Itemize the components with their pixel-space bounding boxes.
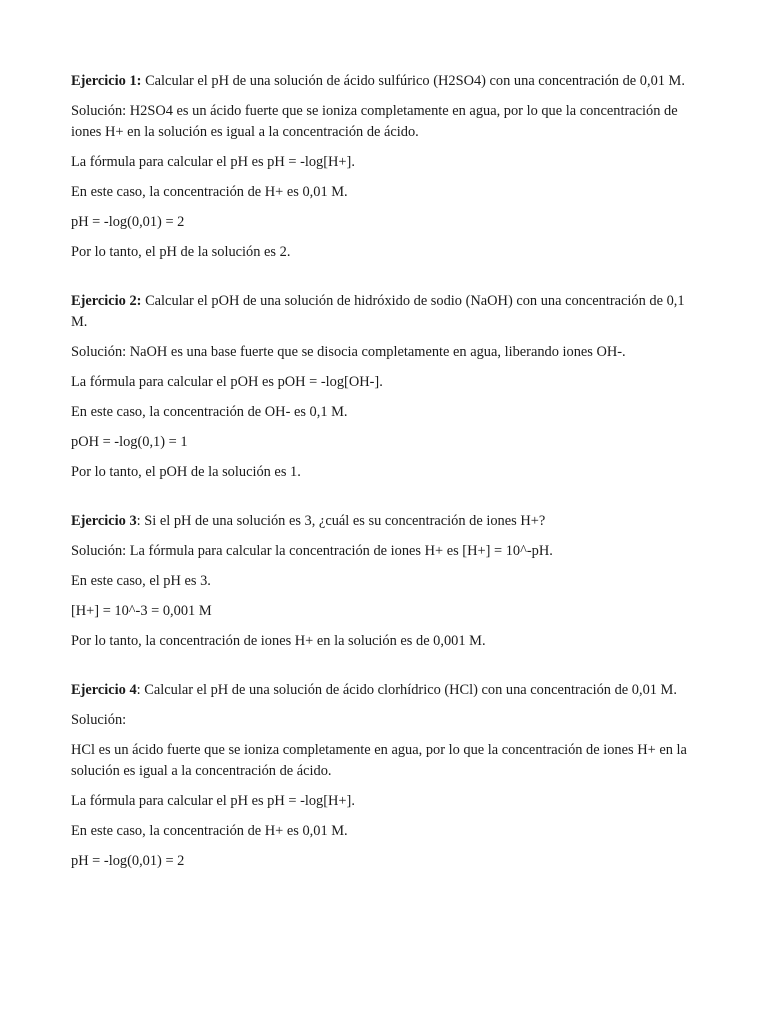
conclusion-line: Por lo tanto, el pH de la solución es 2. bbox=[71, 244, 291, 260]
calculation-line: pOH = -log(0,1) = 1 bbox=[71, 434, 188, 450]
conclusion-line: Por lo tanto, la concentración de iones H+ en la solución es de 0,001 M. bbox=[71, 633, 486, 649]
calculation-line: pH = -log(0,01) = 2 bbox=[71, 853, 185, 869]
exercise-statement bbox=[71, 511, 697, 532]
calculation-line: pH = -log(0,01) = 2 bbox=[71, 214, 185, 230]
document-page bbox=[71, 71, 697, 900]
exercise-title: Ejercicio 2: bbox=[71, 293, 142, 309]
formula-line: La fórmula para calcular el pH es pH = -log[H+]. bbox=[71, 154, 355, 170]
solution-line: Solución: La fórmula para calcular la concentración de iones H+ es [H+] = 10^-pH. bbox=[71, 543, 553, 559]
solution-line: HCl es un ácido fuerte que se ioniza completamente en agua, por lo que la concentración de iones H+ en la solución es igual a la concentración de ácido. bbox=[71, 742, 687, 779]
conclusion-line: Por lo tanto, el pOH de la solución es 1. bbox=[71, 464, 301, 480]
case-line: En este caso, la concentración de OH- es 0,1 M. bbox=[71, 404, 348, 420]
solution-heading: Solución: bbox=[71, 712, 127, 728]
exercise-title: Ejercicio 4 bbox=[71, 682, 137, 698]
exercise-statement bbox=[71, 680, 697, 701]
solution-line: Solución: H2SO4 es un ácido fuerte que se ioniza completamente en agua, por lo que la concentración de iones H+ en la solución es igual a la concentración de ácido. bbox=[71, 103, 678, 140]
solution-line: Solución: NaOH es una base fuerte que se disocia completamente en agua, liberando iones OH-. bbox=[71, 344, 626, 360]
exercise-statement bbox=[71, 291, 697, 333]
exercise-3 bbox=[71, 511, 697, 652]
case-line: En este caso, la concentración de H+ es 0,01 M. bbox=[71, 184, 348, 200]
exercise-statement-text: Calcular el pOH de una solución de hidróxido de sodio (NaOH) con una concentración de 0,1 M. bbox=[71, 293, 685, 330]
calculation-line: [H+] = 10^-3 = 0,001 M bbox=[71, 603, 212, 619]
case-line: En este caso, el pH es 3. bbox=[71, 573, 211, 589]
exercise-title: Ejercicio 3 bbox=[71, 513, 137, 529]
exercise-statement-text: : Calcular el pH de una solución de ácido clorhídrico (HCl) con una concentración de 0,01 M. bbox=[136, 682, 677, 698]
formula-line: La fórmula para calcular el pH es pH = -log[H+]. bbox=[71, 793, 355, 809]
exercise-1 bbox=[71, 71, 697, 263]
exercise-statement bbox=[71, 71, 697, 92]
exercise-title: Ejercicio 1: bbox=[71, 73, 142, 89]
case-line: En este caso, la concentración de H+ es 0,01 M. bbox=[71, 823, 348, 839]
exercise-statement-text: Calcular el pH de una solución de ácido sulfúrico (H2SO4) con una concentración de 0,01 M. bbox=[141, 73, 685, 89]
formula-line: La fórmula para calcular el pOH es pOH = -log[OH-]. bbox=[71, 374, 383, 390]
exercise-4 bbox=[71, 680, 697, 872]
exercise-2 bbox=[71, 291, 697, 483]
exercise-statement-text: : Si el pH de una solución es 3, ¿cuál es su concentración de iones H+? bbox=[136, 513, 546, 529]
